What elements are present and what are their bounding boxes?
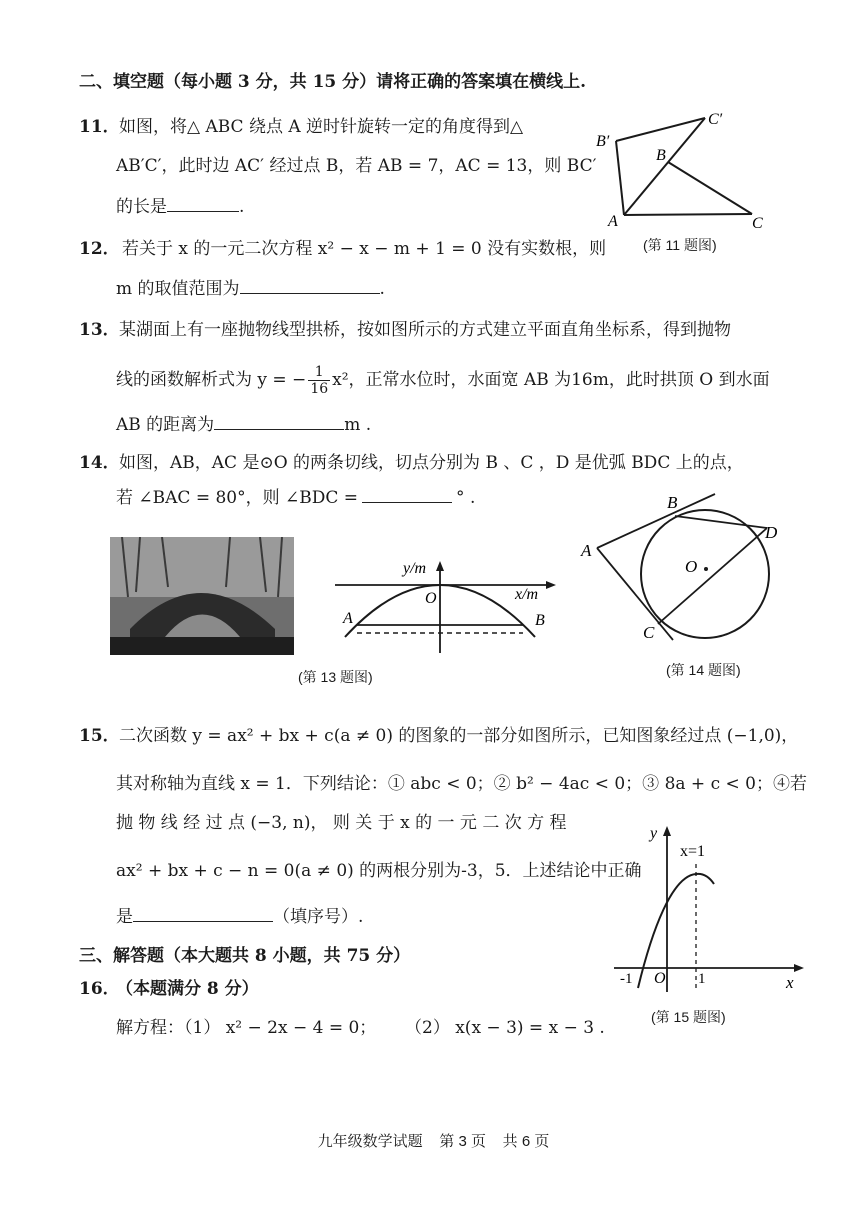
label-c-prime: C′ (708, 111, 723, 128)
label-c: C (752, 215, 763, 232)
question-number: 14． (79, 453, 120, 473)
question-text: 解方程：（1） x² − 2x − 4 = 0； (116, 1018, 377, 1038)
question-number: 13． (79, 320, 120, 340)
question-text (116, 195, 244, 218)
tick-label-neg1: -1 (620, 971, 633, 987)
axis-label-x: x (786, 973, 794, 992)
question-text: 抛 物 线 经 过 点 (−3, n)， 则 关 于 x 的 一 元 二 次 方 程 (116, 813, 567, 833)
question-text-part: ° . (456, 488, 476, 508)
question-text: ax² + bx + c − n = 0(a ≠ 0) 的两根分别为-3，5．上述结论中正确 (116, 861, 642, 881)
answer-blank[interactable] (240, 277, 380, 294)
answer-blank[interactable] (214, 413, 344, 430)
page-footer: 九年级数学试题 第 3 页 共 6 页 (317, 1133, 550, 1150)
q13-figure (335, 555, 565, 655)
question-number: 11． (79, 117, 120, 137)
question-text: （2） x(x − 3) = x − 3 . (405, 1018, 605, 1038)
question-text: 如图，AB，AC 是⊙O 的两条切线，切点分别为 B 、C ，D 是优弧 BDC 上的点， (119, 453, 744, 473)
question-number: 15． (79, 726, 120, 746)
question-text-part: x²，正常水位时，水面宽 AB 为16m，此时拱顶 O 到水面 (332, 370, 770, 390)
question-text-part: m 的取值范围为 (116, 279, 240, 299)
question-text: 若关于 x 的一元二次方程 x² − x − m + 1 = 0 没有实数根，则 (122, 239, 607, 259)
figure-caption: (第 15 题图) (651, 1009, 726, 1025)
tick-label-1: 1 (698, 971, 706, 987)
question-text-part: 线的函数解析式为 y = − (116, 370, 307, 390)
bridge-photo (110, 537, 294, 655)
axis-label-x: x/m (515, 586, 539, 603)
label-a: A (581, 541, 592, 560)
figure-caption: (第 14 题图) (666, 662, 741, 678)
label-d: D (765, 523, 778, 542)
q15-figure (612, 820, 812, 995)
fraction (308, 364, 330, 397)
question-text (116, 905, 363, 928)
section-heading: 三、解答题（本大题共 8 小题，共 75 分） (79, 946, 411, 966)
label-b: B (535, 612, 545, 629)
question-number: 12． (79, 239, 120, 259)
question-title: （本题满分 8 分） (116, 979, 259, 999)
axis-label-y: y/m (403, 560, 427, 577)
label-b-prime: B′ (596, 133, 610, 150)
question-text (116, 413, 371, 436)
axis-label-y: y (650, 825, 658, 842)
question-text-part: 若 ∠BAC = 80°，则 ∠BDC = (116, 488, 359, 508)
question-text: AB′C′，此时边 AC′ 经过点 B，若 AB = 7，AC = 13，则 BC′ (116, 156, 597, 176)
question-text: 二次函数 y = ax² + bx + c(a ≠ 0) 的图象的一部分如图所示，已知图象经过点 (−1,0)， (119, 726, 799, 746)
question-text (116, 364, 770, 397)
figure-caption: (第 11 题图) (643, 237, 717, 253)
symmetry-axis-label: x=1 (680, 843, 706, 860)
question-text-part: （填序号）. (273, 907, 364, 927)
question-text: 其对称轴为直线 x = 1．下列结论：① abc < 0；② b² − 4ac < 0；③ 8a + c < 0；④若 (116, 774, 807, 794)
label-b: B (656, 147, 666, 164)
question-text-part: m . (344, 415, 372, 435)
question-text-part: 的长是 (116, 197, 167, 217)
section-heading: 二、填空题（每小题 3 分，共 15 分）请将正确的答案填在横线上. (79, 72, 587, 92)
fraction-numerator: 1 (308, 364, 330, 381)
question-text-part: . (239, 197, 245, 217)
label-c: C (643, 623, 655, 642)
label-o: O (685, 557, 698, 576)
question-text (116, 486, 475, 509)
question-text-part: . (379, 279, 385, 299)
label-o: O (654, 970, 666, 987)
answer-blank[interactable] (362, 486, 452, 503)
answer-blank[interactable] (133, 905, 273, 922)
label-o: O (425, 590, 437, 607)
label-a: A (343, 610, 353, 627)
q14-figure (575, 486, 790, 646)
question-text: 某湖面上有一座抛物线型拱桥，按如图所示的方式建立平面直角坐标系，得到抛物 (119, 320, 731, 340)
label-b: B (667, 493, 678, 512)
fraction-denominator: 16 (310, 381, 329, 397)
question-text: 如图，将△ ABC 绕点 A 逆时针旋转一定的角度得到△ (119, 117, 524, 137)
figure-caption: (第 13 题图) (298, 669, 373, 685)
q11-figure (590, 104, 780, 234)
question-text-part: 是 (116, 907, 133, 927)
label-a: A (608, 213, 618, 230)
question-number: 16． (79, 979, 120, 999)
answer-blank[interactable] (167, 195, 239, 212)
question-text (116, 277, 385, 300)
question-text-part: AB 的距离为 (116, 415, 215, 435)
